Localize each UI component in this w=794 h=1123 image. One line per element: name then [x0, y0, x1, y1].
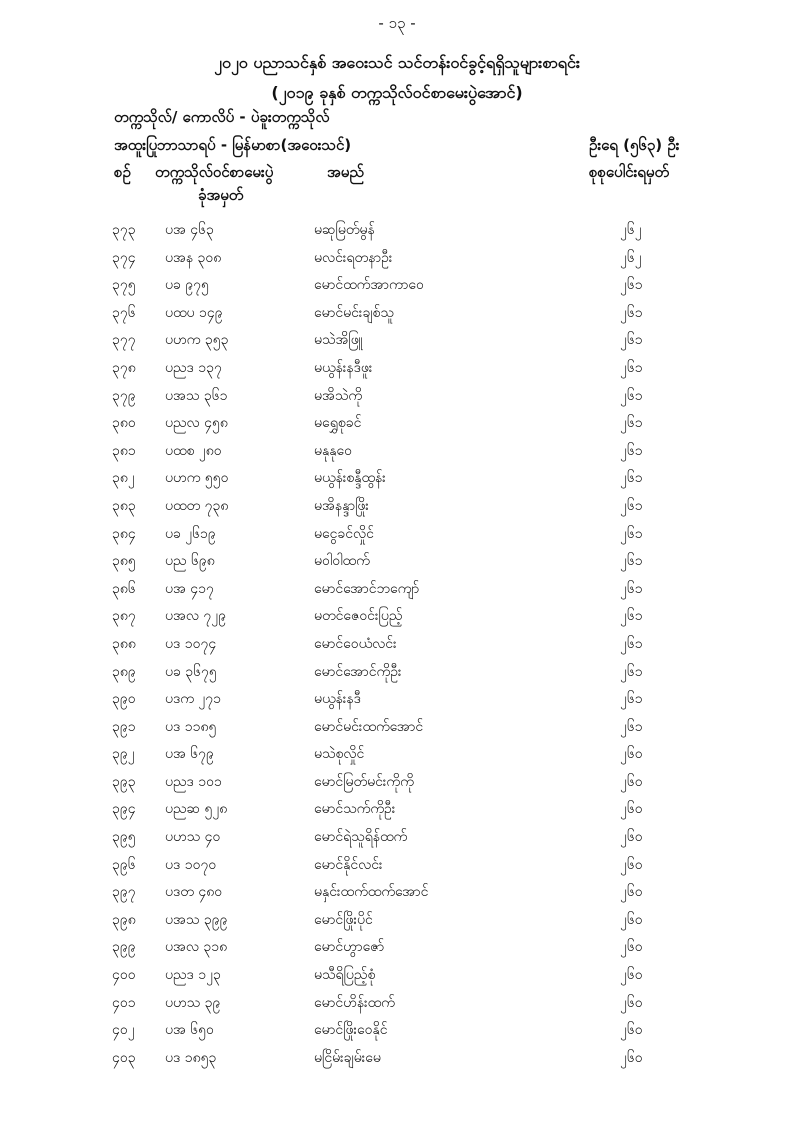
student-name: မယွန်းနဒီ: [314, 691, 361, 708]
table-row: [0, 547, 794, 575]
row-number: ၃၈၀: [112, 415, 136, 432]
roll-number: ပဟက ၃၅၃: [165, 332, 229, 349]
table-row: [0, 492, 794, 520]
roll-number: ပညလ ၄၅၈: [165, 415, 228, 432]
table-row: [0, 326, 794, 354]
roll-number: ပအ ၄၁၇: [165, 580, 214, 597]
roll-number: ပဒ ၁၀၇၀: [165, 856, 217, 873]
student-name: မောင်သက်ကိုဦး: [314, 801, 396, 818]
student-name: မောင်နိုင်လင်း: [314, 856, 383, 873]
document-title: ၂၀၂၀ ပညာသင်နှစ် အဝေးသင် သင်တန်းဝင်ခွင့်ရရှိသူများစာရင်း: [214, 53, 580, 72]
table-row: [0, 713, 794, 741]
table-row: [0, 575, 794, 603]
row-number: ၃၉၇: [112, 884, 136, 901]
student-name: မနုနုဝေ: [314, 442, 352, 459]
student-name: မသဲစုလှိုင်: [314, 746, 365, 763]
student-name: မောင်မင်းချစ်သူ: [314, 304, 394, 321]
roll-number: ပဒ ၁၀၇၄: [165, 635, 217, 652]
student-name: မောင်အောင်ကိုဦး: [314, 663, 402, 680]
total-marks: ၂၆၀: [620, 856, 643, 873]
total-marks: ၂၆၁: [620, 304, 643, 321]
table-row: [0, 409, 794, 437]
row-number: ၃၈၇: [112, 608, 136, 625]
column-header-roll: တက္ကသိုလ်ဝင်စာမေးပွဲ: [155, 163, 274, 181]
total-marks: ၂၆၀: [620, 994, 643, 1011]
table-row: [0, 878, 794, 906]
student-name: မအိသဲကို: [314, 387, 363, 404]
table-row: [0, 1016, 794, 1044]
table-row: [0, 658, 794, 686]
document-subtitle: (၂၀၁၉ ခုနှစ် တက္ကသိုလ်ဝင်စာမေးပွဲအောင်): [271, 83, 523, 102]
student-name: မောင်ရဲသူရိန်ထက်: [314, 829, 408, 846]
roll-number: ပည ၆၉၈: [165, 553, 215, 570]
row-number: ၃၈၉: [112, 663, 136, 680]
roll-number: ပခ ၃၆၇၅: [165, 663, 217, 680]
roll-number: ပအလ ၇၂၉: [165, 608, 227, 625]
student-name: မရွှေစုခင်: [314, 415, 362, 432]
total-marks: ၂၆၁: [620, 387, 643, 404]
column-header-no: စဉ်: [114, 163, 131, 181]
table-row: [0, 271, 794, 299]
subject-label: အထူးပြုဘာသာရပ် - မြန်မာစာ(အဝေးသင်): [114, 136, 352, 154]
row-number: ၄၀၃: [112, 1049, 136, 1066]
roll-number: ပထစ ၂၈၀: [165, 442, 222, 459]
roll-number: ပဟသ ၄၀: [165, 829, 221, 846]
roll-number: ပအ ၆၅၀: [165, 1022, 214, 1039]
roll-number: ပညဒ ၁၃၇: [165, 359, 222, 376]
row-number: ၃၉၅: [112, 829, 136, 846]
column-header-marks: စုစုပေါင်းရမှတ်: [589, 163, 670, 181]
roll-number: ပဟသ ၃၉: [165, 994, 221, 1011]
row-number: ၃၉၆: [112, 856, 136, 873]
total-marks: ၂၆၁: [620, 635, 643, 652]
column-header-roll-line-2: ခုံအမှတ်: [198, 186, 244, 204]
student-name: မောင်ဖြိုးပိုင်: [314, 911, 373, 928]
row-number: ၃၇၆: [112, 304, 136, 321]
total-marks: ၂၆၁: [620, 470, 643, 487]
roll-number: ပဒက ၂၇၁: [165, 691, 222, 708]
row-number: ၃၈၆: [112, 580, 136, 597]
table-row: [0, 437, 794, 465]
roll-number: ပညဆ ၅၂၈: [165, 801, 228, 818]
roll-number: ပခ ၂၆၁၉: [165, 525, 216, 542]
total-marks: ၂၆၁: [620, 525, 643, 542]
roll-number: ပညဒ ၁၀၁: [165, 773, 222, 790]
total-marks: ၂၆၀: [620, 773, 643, 790]
student-name: မောင်အောင်ဘကျော်: [314, 580, 420, 597]
student-name: မောင်ဟွာဇော်: [314, 939, 385, 956]
table-row: [0, 961, 794, 989]
roll-number: ပညဒ ၁၂၃: [165, 967, 221, 984]
student-name: မောင်မြတ်မင်းကိုကို: [314, 773, 414, 790]
row-number: ၃၉၈: [112, 911, 136, 928]
table-row: [0, 354, 794, 382]
roll-number: ပခ ၉၇၅: [165, 277, 209, 294]
student-name: မလင်းရတနာဦး: [314, 249, 393, 266]
roll-number: ပဒ ၁၈၅၃: [165, 1049, 217, 1066]
table-row: [0, 740, 794, 768]
student-count: ဦးရေ (၅၆၃) ဦး: [589, 136, 680, 154]
roll-number: ပအသ ၃၆၁: [165, 387, 228, 404]
student-name: မဆုမြတ်မွန်: [314, 222, 375, 238]
student-name: မယွန်းနဒီဖူး: [314, 359, 373, 376]
student-name: မောင်ထက်အာကာဝေ: [314, 277, 424, 294]
student-name: မငြိမ်းချမ်းမေ: [314, 1049, 381, 1066]
total-marks: ၂၆၀: [620, 829, 643, 846]
table-row: [0, 795, 794, 823]
total-marks: ၂၆၂: [620, 222, 642, 238]
total-marks: ၂၆၀: [620, 1022, 643, 1039]
university-label: တက္ကသိုလ်/ ကောလိပ် - ပဲခူးတက္ကသိုလ်: [114, 108, 330, 126]
row-number: ၃၉၄: [112, 801, 136, 818]
row-number: ၃၉၀: [112, 691, 136, 708]
total-marks: ၂၆၀: [620, 939, 643, 956]
roll-number: ပအလ ၃၁၈: [165, 939, 228, 956]
student-name: မယွန်းစန္ဒီထွန်း: [314, 470, 386, 487]
row-number: ၃၈၃: [112, 497, 136, 514]
student-name: မဝါဝါထက်: [314, 553, 370, 570]
roll-number: ပဒတ ၄၈၀: [165, 884, 223, 901]
table-row: [0, 630, 794, 658]
roll-number: ပအန ၃၀၈: [165, 249, 222, 266]
row-number: ၃၉၂: [112, 746, 135, 763]
total-marks: ၂၆၂: [620, 249, 642, 266]
student-name: မနှင်းထက်ထက်အောင်: [314, 884, 429, 901]
total-marks: ၂၆၁: [620, 332, 643, 349]
student-name: မအိနန္ဒာဖြိုး: [314, 497, 369, 514]
table-row: [0, 520, 794, 548]
row-number: ၃၈၂: [112, 470, 135, 487]
table-row: [0, 1044, 794, 1072]
page-number: - ၁၃ -: [378, 14, 416, 32]
table-row: [0, 823, 794, 851]
student-name: မောင်ဖြိုးဝေနိုင်: [314, 1022, 388, 1039]
row-number: ၃၉၉: [112, 939, 136, 956]
total-marks: ၂၆၁: [620, 277, 643, 294]
row-number: ၃၇၉: [112, 387, 136, 404]
row-number: ၃၉၁: [112, 718, 136, 735]
total-marks: ၂၆၀: [620, 746, 643, 763]
student-name: မတင်ဇေဝင်းပြည့်: [314, 608, 403, 625]
total-marks: ၂၆၀: [620, 801, 643, 818]
total-marks: ၂၆၀: [620, 967, 643, 984]
student-name: မောင်မင်းထက်အောင်: [314, 718, 424, 735]
row-number: ၃၈၅: [112, 553, 136, 570]
roll-number: ပအ ၄၆၃: [165, 222, 214, 238]
table-row: [0, 851, 794, 879]
total-marks: ၂၆၁: [620, 497, 643, 514]
student-name: မငွေခင်လှိုင်: [314, 525, 374, 542]
row-number: ၃၇၈: [112, 359, 136, 376]
student-name: မသဲအိဖြူ: [314, 332, 363, 349]
student-name: မောင်ဟိန်းထက်: [314, 994, 395, 1011]
table-row: [0, 382, 794, 410]
row-number: ၃၇၄: [112, 249, 136, 266]
table-row: [0, 602, 794, 630]
total-marks: ၂၆၀: [620, 1049, 643, 1066]
table-row: [0, 685, 794, 713]
row-number: ၃၈၁: [112, 442, 136, 459]
row-number: ၃၉၃: [112, 773, 136, 790]
total-marks: ၂၆၁: [620, 580, 643, 597]
row-number: ၃၇၅: [112, 277, 136, 294]
total-marks: ၂၆၁: [620, 359, 643, 376]
row-number: ၄၀၀: [112, 967, 136, 984]
roll-number: ပအ ၆၇၉: [165, 746, 214, 763]
total-marks: ၂၆၁: [620, 608, 643, 625]
row-number: ၄၀၁: [112, 994, 136, 1011]
roll-number: ပထပ ၁၄၉: [165, 304, 223, 321]
results-table: [0, 216, 794, 1071]
total-marks: ၂၆၀: [620, 911, 643, 928]
row-number: ၃၈၈: [112, 635, 136, 652]
total-marks: ၂၆၁: [620, 553, 643, 570]
row-number: ၃၈၄: [112, 525, 136, 542]
total-marks: ၂၆၁: [620, 691, 643, 708]
table-row: [0, 299, 794, 327]
roll-number: ပထတ ၇၃၈: [165, 497, 229, 514]
total-marks: ၂၆၁: [620, 718, 643, 735]
row-number: ၄၀၂: [112, 1022, 135, 1039]
table-row: [0, 244, 794, 272]
column-header-name: အမည်: [327, 163, 364, 181]
table-row: [0, 768, 794, 796]
student-name: မသီရိပြည့်စုံ: [314, 967, 376, 984]
total-marks: ၂၆၁: [620, 442, 643, 459]
row-number: ၃၇၇: [112, 332, 136, 349]
table-row: [0, 933, 794, 961]
total-marks: ၂၆၁: [620, 663, 643, 680]
roll-number: ပဒ ၁၁၈၅: [165, 718, 217, 735]
table-row: [0, 906, 794, 934]
row-number: ၃၇၃: [112, 222, 136, 238]
table-row: [0, 989, 794, 1017]
total-marks: ၂၆၁: [620, 415, 643, 432]
roll-number: ပဟက ၅၅၀: [165, 470, 229, 487]
table-row: [0, 464, 794, 492]
student-name: မောင်ဝေယံလင်း: [314, 635, 397, 652]
total-marks: ၂၆၀: [620, 884, 643, 901]
roll-number: ပအသ ၃၉၉: [165, 911, 228, 928]
table-row: [0, 216, 794, 244]
